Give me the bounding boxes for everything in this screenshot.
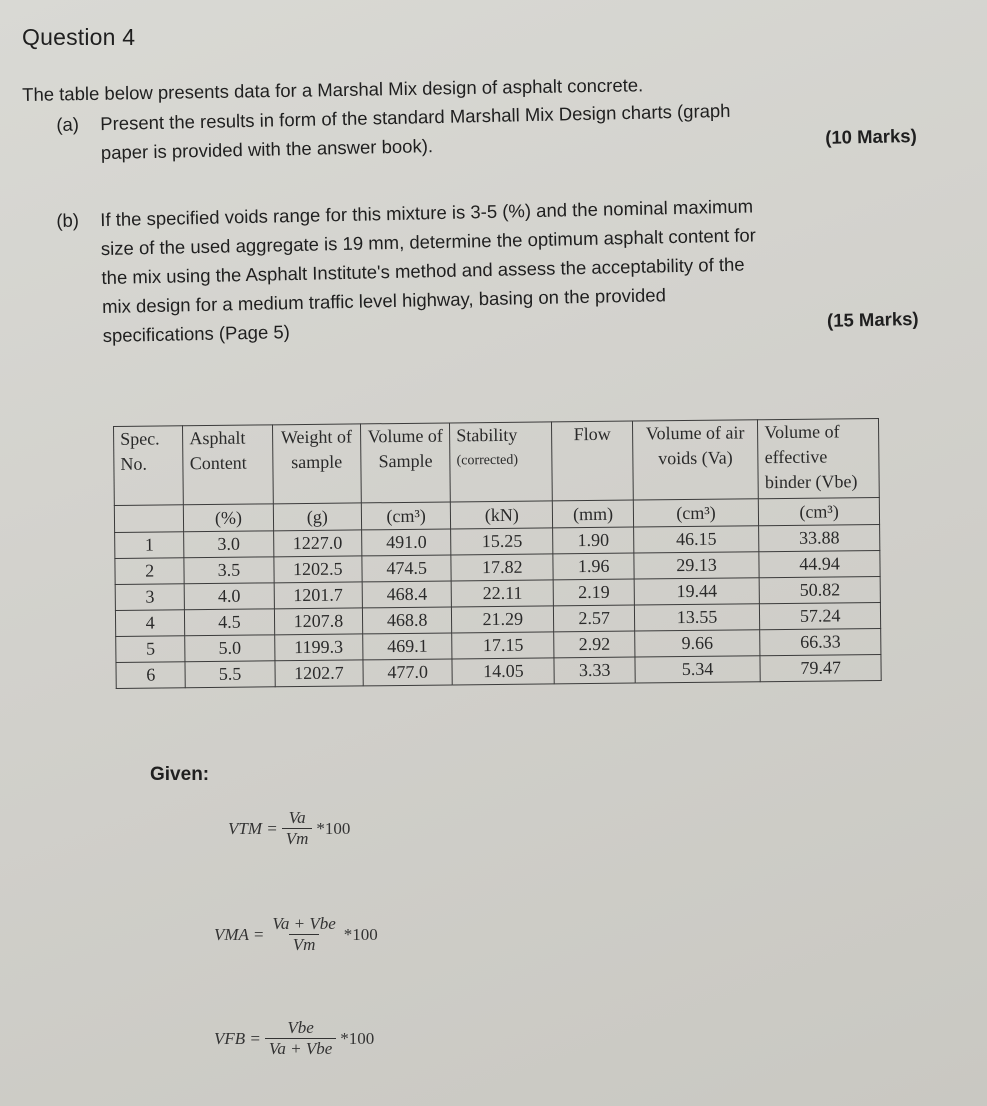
cell-va: 9.66 xyxy=(634,630,760,657)
part-a-line-1: Present the results in form of the standard Marshall Mix Design charts (graph xyxy=(100,99,731,135)
cell-volume: 468.4 xyxy=(362,581,451,608)
header-flow: Flow xyxy=(552,421,633,501)
given-heading: Given: xyxy=(150,764,210,785)
vtm-fraction xyxy=(282,808,313,849)
part-b-line-4: mix design for a medium traffic level highway, basing on the provided xyxy=(101,284,667,318)
cell-volume: 491.0 xyxy=(362,529,451,556)
cell-spec: 5 xyxy=(116,636,186,663)
cell-stability: 17.15 xyxy=(452,632,555,659)
vma-multiplier: *100 xyxy=(343,924,378,944)
part-b xyxy=(56,188,919,351)
cell-vbe: 79.47 xyxy=(760,654,881,681)
unit-cell: (cm³) xyxy=(361,502,450,530)
vfb-numerator: Vbe xyxy=(287,1018,314,1037)
marshall-data-table xyxy=(113,418,882,689)
unit-cell: (%) xyxy=(184,504,273,532)
cell-weight: 1207.8 xyxy=(274,608,363,635)
header-stability-note: (corrected) xyxy=(456,452,519,469)
part-a-marks: (10 Marks) xyxy=(825,124,917,148)
cell-stability: 14.05 xyxy=(452,658,555,685)
vfb-denominator: Va + Vbe xyxy=(265,1038,336,1059)
cell-spec: 4 xyxy=(115,610,185,637)
table-header-row xyxy=(114,418,880,505)
vma-fraction xyxy=(268,914,339,955)
cell-asphalt: 4.5 xyxy=(185,609,274,636)
unit-cell: (mm) xyxy=(553,500,634,528)
cell-asphalt: 5.0 xyxy=(185,635,274,662)
cell-weight: 1199.3 xyxy=(274,634,363,661)
cell-spec: 1 xyxy=(115,532,185,559)
cell-volume: 477.0 xyxy=(363,659,452,686)
cell-flow: 2.92 xyxy=(554,631,635,658)
cell-weight: 1201.7 xyxy=(274,582,363,609)
cell-vbe: 44.94 xyxy=(759,550,880,577)
cell-va: 29.13 xyxy=(634,552,760,579)
cell-vbe: 50.82 xyxy=(759,576,880,603)
cell-va: 13.55 xyxy=(634,604,760,631)
question-intro: The table below presents data for a Marshal Mix design of asphalt concrete. xyxy=(22,74,644,105)
cell-vbe: 33.88 xyxy=(759,524,880,551)
header-weight: Weight of sample xyxy=(272,424,361,504)
cell-weight: 1202.5 xyxy=(273,556,362,583)
unit-cell: (cm³) xyxy=(633,499,759,527)
vtm-denominator: Vm xyxy=(282,828,313,849)
cell-vbe: 57.24 xyxy=(760,602,881,629)
vfb-multiplier: *100 xyxy=(340,1028,375,1048)
part-b-line-5: specifications (Page 5) xyxy=(102,321,291,347)
unit-cell: (cm³) xyxy=(759,497,880,525)
part-b-label: (b) xyxy=(56,209,80,231)
cell-stability: 21.29 xyxy=(452,606,555,633)
unit-spec xyxy=(114,505,184,533)
cell-asphalt: 5.5 xyxy=(185,661,274,688)
vtm-multiplier: *100 xyxy=(316,818,351,838)
vfb-fraction xyxy=(265,1018,336,1059)
cell-volume: 469.1 xyxy=(363,633,452,660)
part-b-line-2: size of the used aggregate is 19 mm, determine the optimum asphalt content for xyxy=(100,224,757,260)
cell-flow: 3.33 xyxy=(554,657,635,684)
vma-denominator: Vm xyxy=(289,934,320,955)
cell-vbe: 66.33 xyxy=(760,628,881,655)
cell-stability: 17.82 xyxy=(451,554,554,581)
vma-numerator: Va + Vbe xyxy=(272,914,336,933)
header-asphalt: Asphalt Content xyxy=(183,425,273,505)
header-va: Volume of air voids (Va) xyxy=(632,420,758,500)
cell-flow: 1.96 xyxy=(553,553,634,580)
vfb-lhs: VFB = xyxy=(214,1028,261,1048)
cell-va: 5.34 xyxy=(635,656,761,683)
part-b-marks: (15 Marks) xyxy=(826,307,919,331)
part-a-label: (a) xyxy=(56,113,80,135)
cell-flow: 2.57 xyxy=(554,605,635,632)
unit-cell: (kN) xyxy=(450,501,553,529)
vma-formula xyxy=(214,914,378,955)
part-b-line-1: If the specified voids range for this mixture is 3-5 (%) and the nominal maximum xyxy=(100,195,754,231)
vtm-numerator: Va xyxy=(288,808,306,827)
header-stability xyxy=(450,422,553,502)
cell-va: 46.15 xyxy=(633,526,759,553)
question-title: Question 4 xyxy=(22,24,136,50)
vfb-formula xyxy=(214,1018,374,1059)
vtm-formula xyxy=(228,808,350,849)
cell-stability: 15.25 xyxy=(451,528,554,555)
cell-flow: 1.90 xyxy=(553,527,634,554)
cell-spec: 2 xyxy=(115,558,185,585)
vtm-lhs: VTM = xyxy=(228,818,278,838)
cell-asphalt: 3.5 xyxy=(184,557,273,584)
header-vbe: Volume of effective binder (Vbe) xyxy=(758,418,880,498)
cell-volume: 468.8 xyxy=(363,607,452,634)
unit-cell: (g) xyxy=(273,503,362,531)
cell-stability: 22.11 xyxy=(451,580,554,607)
cell-asphalt: 3.0 xyxy=(184,531,273,558)
part-a-line-2: paper is provided with the answer book). xyxy=(100,135,434,164)
cell-asphalt: 4.0 xyxy=(185,583,274,610)
cell-spec: 3 xyxy=(115,584,185,611)
cell-flow: 2.19 xyxy=(554,579,635,606)
header-volume: Volume of Sample xyxy=(361,423,451,503)
cell-va: 19.44 xyxy=(634,578,760,605)
cell-volume: 474.5 xyxy=(362,555,451,582)
header-stability-label: Stability xyxy=(456,424,518,446)
cell-weight: 1227.0 xyxy=(273,530,362,557)
part-b-line-3: the mix using the Asphalt Institute's method and assess the acceptability of the xyxy=(101,253,745,289)
header-spec: Spec. No. xyxy=(114,426,184,506)
cell-weight: 1202.7 xyxy=(274,660,363,687)
vma-lhs: VMA = xyxy=(214,924,265,944)
cell-spec: 6 xyxy=(116,662,186,689)
